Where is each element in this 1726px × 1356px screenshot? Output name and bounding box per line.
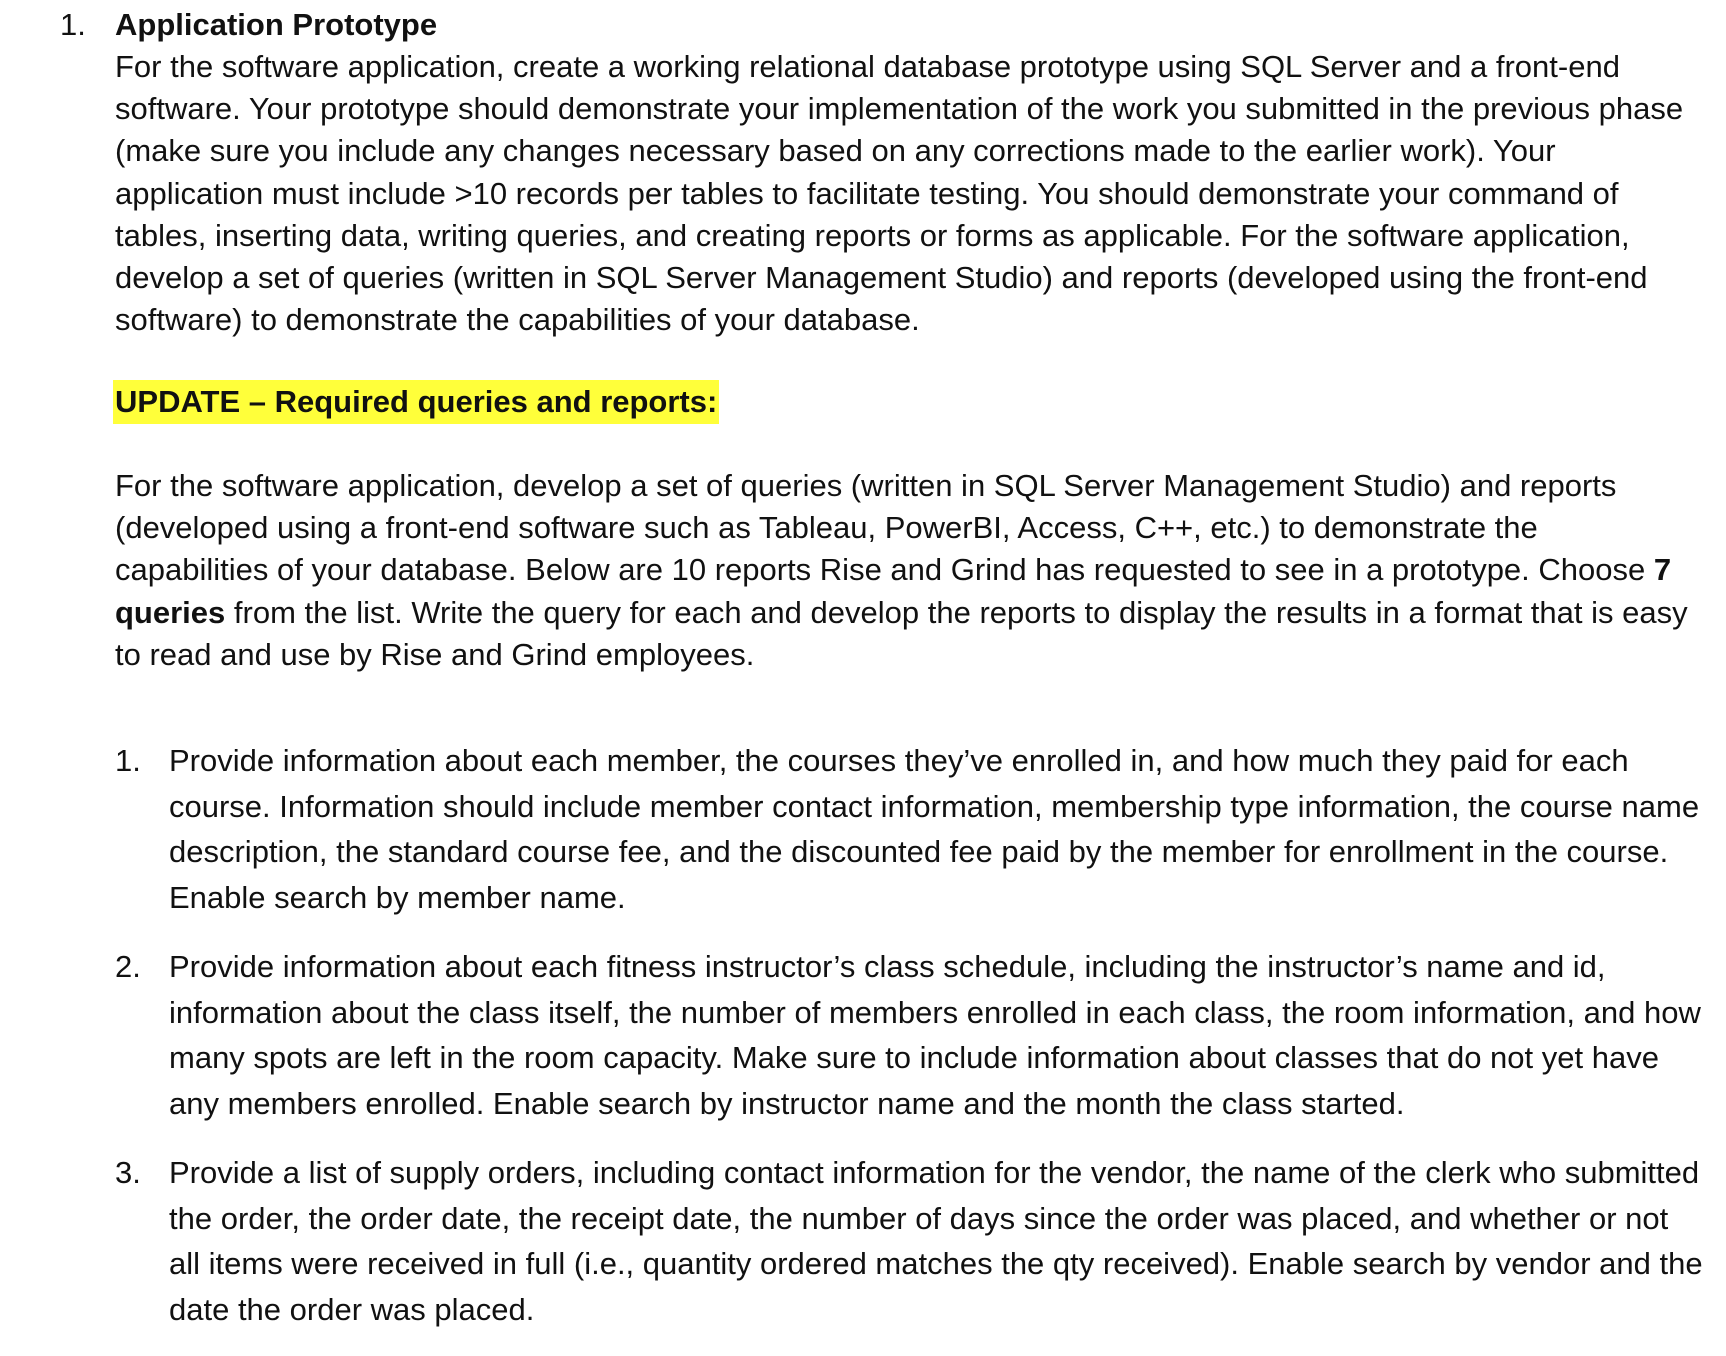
requirements-list <box>115 738 1705 1356</box>
update-heading: UPDATE – Required queries and reports: <box>113 380 719 424</box>
list-item <box>115 1150 1705 1332</box>
list-item <box>115 738 1705 920</box>
list-item-number: 3. <box>115 1155 141 1190</box>
update-text-before: For the software application, develop a set of queries (written in SQL Server Management Studio) and reports (developed using a front-end software such as Tableau, PowerBI, Access, C++, etc.) to demonstrate the capabilities of your database. Below are 10 reports Rise and Grind has requested to see in a prototype. Choose <box>115 468 1654 588</box>
update-paragraph <box>115 465 1695 676</box>
list-item-text: Provide a list of supply orders, including contact information for the vendor, the name of the clerk who submitted the order, the order date, the receipt date, the number of days since the order was placed, and whether or not all items were received in full (i.e., quantity ordered matches the qty received). Enable search by vendor and the date the order was placed. <box>169 1155 1703 1327</box>
list-item-text: Provide information about each fitness instructor’s class schedule, including the instructor’s name and id, information about the class itself, the number of members enrolled in each class, the room information, and how many spots are left in the room capacity. Make sure to include information about classes that do not yet have any members enrolled. Enable search by instructor name and the month the class started. <box>169 949 1701 1121</box>
list-item-number: 1. <box>115 743 141 778</box>
intro-paragraph: For the software application, create a working relational database prototype using SQL Server and a front-end software. Your prototype should demonstrate your implementation of the work you submitted in the previous phase (make sure you include any changes necessary based on any corrections made to the earlier work). Your application must include >10 records per tables to facilitate testing. You should demonstrate your command of tables, inserting data, writing queries, and creating reports or forms as applicable. For the software application, develop a set of queries (written in SQL Server Management Studio) and reports (developed using the front-end software) to demonstrate the capabilities of your database. <box>115 49 1684 338</box>
list-item <box>115 944 1705 1126</box>
section-number: 1. <box>60 7 86 42</box>
list-item-number: 2. <box>115 949 141 984</box>
list-item-text: Provide information about each member, the courses they’ve enrolled in, and how much they paid for each course. Information should include member contact information, membership type information, the course name description, the standard course fee, and the discounted fee paid by the member for enrollment in the course. Enable search by member name. <box>169 743 1700 915</box>
update-text-after: from the list. Write the query for each and develop the reports to display the results in a format that is easy to read and use by Rise and Grind employees. <box>115 594 1688 672</box>
section-title: Application Prototype <box>115 7 438 42</box>
update-text-bold: 7 queries <box>115 552 1672 630</box>
